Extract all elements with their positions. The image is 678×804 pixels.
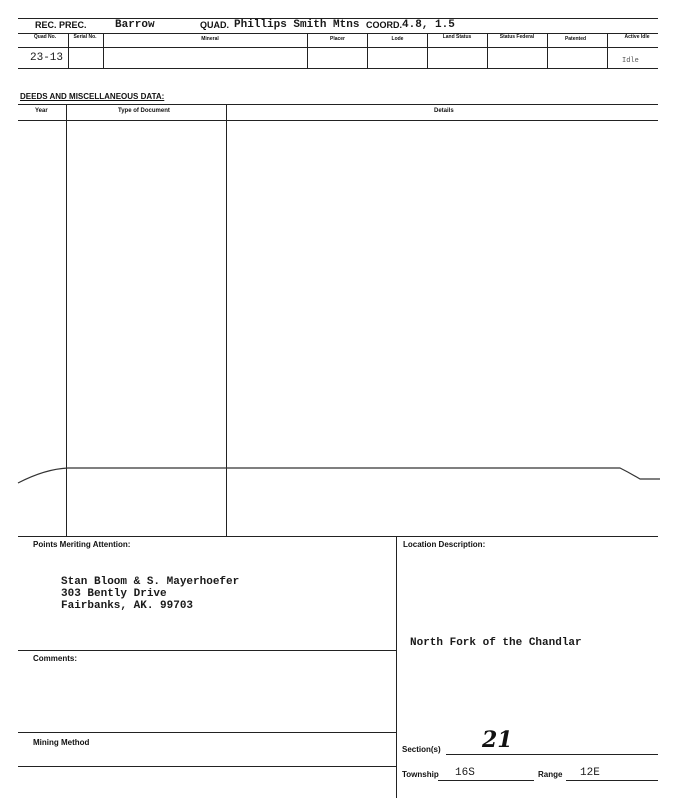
header-divider bbox=[103, 33, 104, 68]
mining-bottom-rule bbox=[18, 766, 396, 767]
quad-value: Phillips Smith Mtns bbox=[234, 19, 360, 31]
rec-prec-label: REC. PREC. bbox=[35, 20, 87, 30]
location-description: North Fork of the Chandlar bbox=[410, 637, 582, 649]
deeds-section-title: DEEDS AND MISCELLANEOUS DATA: bbox=[20, 92, 165, 101]
deeds-top-rule bbox=[18, 104, 658, 105]
section-label: Section(s) bbox=[402, 745, 441, 754]
deeds-col-type: Type of Document bbox=[118, 108, 170, 114]
mining-method-label: Mining Method bbox=[33, 738, 90, 747]
coord-value: 4.8, 1.5 bbox=[402, 19, 455, 31]
bottom-top-rule bbox=[18, 536, 658, 537]
township-value: 16S bbox=[455, 767, 475, 779]
deeds-col-year: Year bbox=[35, 108, 48, 114]
section-value: 21 bbox=[482, 727, 513, 753]
coord-label: COORD. bbox=[366, 20, 402, 30]
bottom-center-divider bbox=[396, 536, 397, 798]
deeds-col-details: Details bbox=[434, 108, 454, 114]
header-label-top-rule bbox=[18, 33, 658, 34]
quad-label: QUAD. bbox=[200, 20, 229, 30]
section-underline bbox=[446, 754, 658, 755]
header-divider bbox=[607, 33, 608, 68]
mining-top-rule bbox=[18, 732, 396, 733]
range-value: 12E bbox=[580, 767, 600, 779]
points-line-3: Fairbanks, AK. 99703 bbox=[61, 600, 194, 612]
active-idle-value: Idle bbox=[622, 57, 639, 65]
points-label: Points Meriting Attention: bbox=[33, 540, 131, 549]
col-patented: Patented bbox=[564, 36, 587, 42]
township-label: Township bbox=[402, 770, 439, 779]
header-label-bottom-rule bbox=[18, 47, 658, 48]
quad-no-value: 23-13 bbox=[30, 52, 64, 64]
points-line-2: 303 Bently Drive bbox=[61, 588, 167, 600]
points-line-1: Stan Bloom & S. Mayerhoefer bbox=[61, 576, 240, 588]
col-mineral: Mineral bbox=[201, 36, 219, 42]
location-label: Location Description: bbox=[403, 540, 486, 549]
comments-top-rule bbox=[18, 650, 396, 651]
header-bottom-rule bbox=[18, 68, 658, 69]
rec-prec-value: Barrow bbox=[115, 19, 155, 31]
header-divider bbox=[68, 33, 69, 68]
range-underline bbox=[566, 780, 658, 781]
col-serial-no: Serial No. bbox=[73, 34, 97, 40]
page-curl-edge bbox=[0, 455, 678, 495]
col-land-status: Land Status bbox=[442, 34, 472, 40]
header-divider bbox=[427, 33, 428, 68]
header-divider bbox=[307, 33, 308, 68]
township-underline bbox=[438, 780, 534, 781]
header-divider bbox=[487, 33, 488, 68]
col-quad-no: Quad No. bbox=[33, 34, 57, 40]
col-lode: Lode bbox=[391, 36, 404, 42]
header-divider bbox=[547, 33, 548, 68]
col-placer: Placer bbox=[329, 36, 345, 42]
range-label: Range bbox=[538, 770, 563, 779]
comments-label: Comments: bbox=[33, 654, 78, 663]
header-divider bbox=[367, 33, 368, 68]
col-status-federal: Status Federal bbox=[499, 34, 535, 40]
col-active-idle: Active Idle bbox=[624, 34, 650, 40]
deeds-header-rule bbox=[18, 120, 658, 121]
